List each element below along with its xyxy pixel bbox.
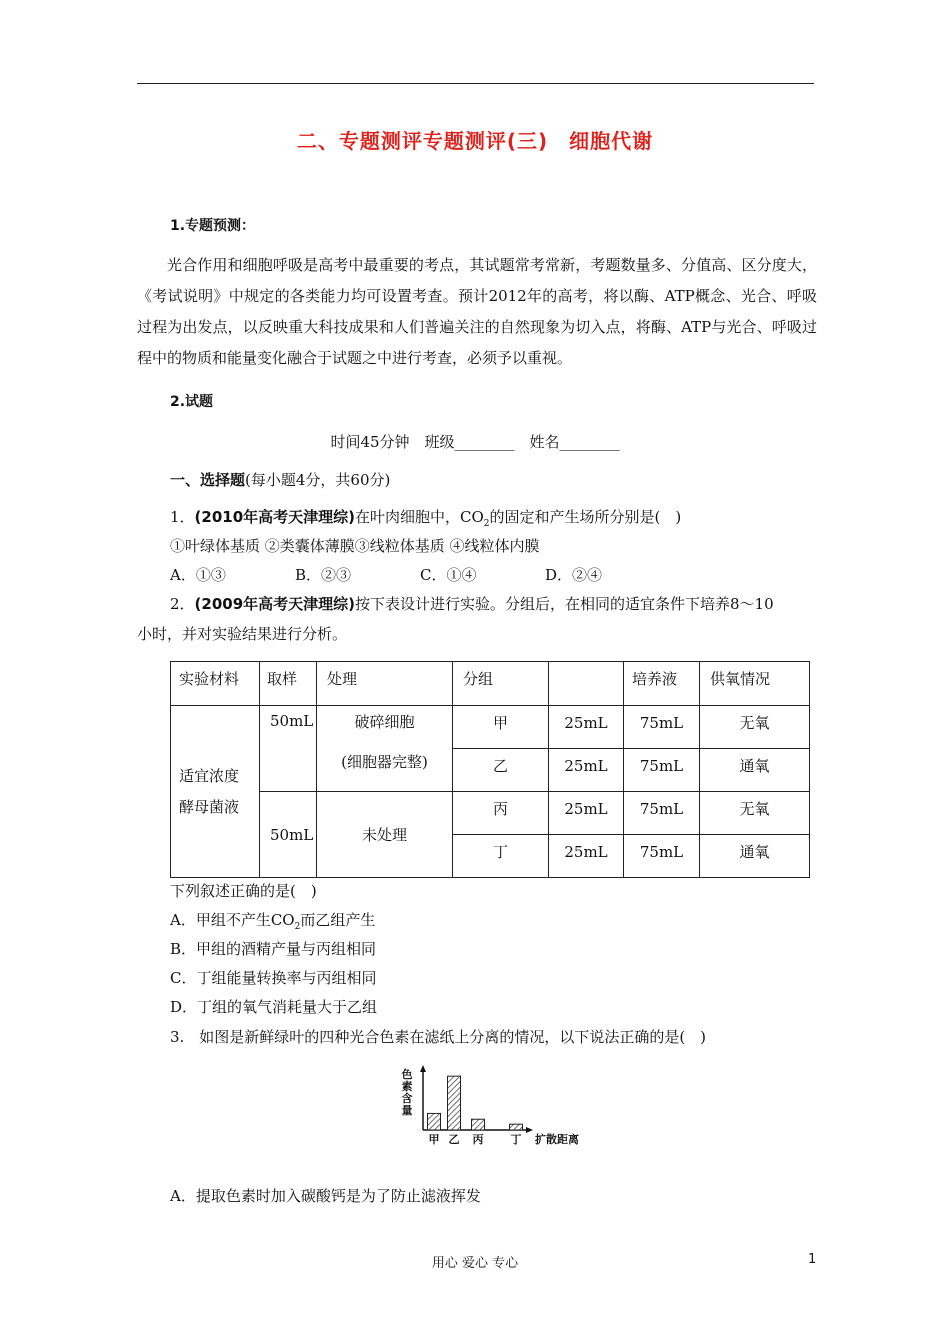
section1-paragraph: 光合作用和细胞呼吸是高考中最重要的考点，其试题常考常新，考题数量多、分值高、区分度大，《考试说明》中规定的各类能力均可设置考查。预计2012年的高考，将以酶、ATP概念、光合、呼吸过程为出发点，以反映重大科技成果和人们普遍关注的自然现象为切入点，将酶、ATP与光合、呼吸过程中的物质和能量变化融合于试题之中进行考查，必须予以重视。 — [137, 256, 817, 367]
q2-stem-line2: 小时，并对实验结果进行分析。 — [137, 625, 348, 643]
chart-bar-乙 — [448, 1076, 461, 1130]
table-header-cell: 实验材料 — [171, 662, 260, 706]
q2-option-a-subscript: 2 — [294, 922, 301, 932]
material-line2: 酵母菌液 — [179, 797, 240, 816]
q1-items: ①叶绿体基质 ②类囊体薄膜③线粒体基质 ④线粒体内膜 — [170, 537, 540, 555]
q1-option-b[interactable]: B．②③ — [295, 566, 352, 584]
exam-info: 时间45分钟 班级________ 姓名________ — [330, 433, 620, 451]
medium-cell: 75mL — [624, 792, 700, 835]
q1-subscript: 2 — [483, 519, 490, 529]
treatment1-line1: 破碎细胞 — [354, 713, 415, 731]
material-line1: 适宜浓度 — [179, 766, 240, 785]
page-number: 1 — [808, 1252, 817, 1267]
oxygen-cell: 无氧 — [700, 792, 810, 835]
medium-cell: 75mL — [624, 749, 700, 792]
treatment-cell: 未处理 — [317, 792, 453, 878]
chart-x-arrow — [526, 1127, 533, 1133]
table-row — [171, 706, 810, 749]
table-row — [171, 792, 810, 835]
oxygen-cell: 通氧 — [700, 835, 810, 878]
chart-ylabel — [402, 1067, 413, 1117]
q2-stem — [170, 593, 774, 614]
section1-heading: 1.专题预测： — [170, 218, 256, 234]
q2-option-a[interactable] — [170, 909, 375, 932]
q2-source: (2009年高考天津理综) — [194, 595, 356, 613]
page-title: 二、专题测评专题测评(三) 细胞代谢 — [296, 129, 654, 153]
part1-heading: 一、选择题 — [170, 471, 246, 489]
volume-cell: 25mL — [549, 792, 624, 835]
material-cell — [171, 706, 260, 878]
pigment-chart — [398, 1064, 588, 1150]
group-cell: 甲 — [453, 706, 549, 749]
medium-cell: 75mL — [624, 835, 700, 878]
q2-option-c[interactable]: C．丁组能量转换率与丙组相同 — [170, 969, 377, 987]
table-header-cell: 供氧情况 — [700, 662, 810, 706]
q2-option-a-tail: 而乙组产生 — [300, 911, 376, 929]
q3-stem: 3. 如图是新鲜绿叶的四种光合色素在滤纸上分离的情况，以下说法正确的是( ) — [170, 1028, 707, 1046]
q1-number: 1． — [170, 508, 195, 526]
table-header-cell: 处理 — [317, 662, 453, 706]
chart-ylabel-char: 素 — [401, 1080, 413, 1093]
table-header-cell: 取样 — [260, 662, 317, 706]
volume-cell: 25mL — [549, 706, 624, 749]
chart-ylabel-char: 量 — [401, 1104, 413, 1117]
volume-cell: 25mL — [549, 749, 624, 792]
oxygen-cell: 无氧 — [700, 706, 810, 749]
chart-bar-甲 — [428, 1113, 441, 1130]
chart-bar-丙 — [472, 1119, 485, 1130]
q2-option-b[interactable]: B．甲组的酒精产量与丙组相同 — [170, 940, 377, 958]
q1-option-d[interactable]: D．②④ — [545, 566, 603, 584]
q3-option-a[interactable]: A．提取色素时加入碳酸钙是为了防止滤液挥发 — [170, 1187, 481, 1205]
group-cell: 丙 — [453, 792, 549, 835]
group-cell: 乙 — [453, 749, 549, 792]
table-header-cell: 分组 — [453, 662, 549, 706]
table-header-row — [171, 662, 810, 706]
chart-tick-label: 丁 — [510, 1133, 522, 1146]
q1-option-a[interactable]: A．①③ — [170, 566, 226, 584]
q1-options — [170, 564, 670, 585]
q2-stem-line1: 按下表设计进行实验。分组后，在相同的适宜条件下培养8～10 — [355, 595, 774, 613]
q1-stem-a: 在叶肉细胞中，CO — [355, 508, 484, 526]
treatment-cell — [317, 706, 453, 792]
q1-stem — [170, 506, 681, 529]
q2-option-d[interactable]: D．丁组的氧气消耗量大于乙组 — [170, 998, 378, 1016]
header-rule — [137, 83, 814, 84]
q1-option-c[interactable]: C．①④ — [420, 566, 477, 584]
footer-text: 用心 爱心 专心 — [431, 1256, 519, 1271]
chart-tick-label: 甲 — [428, 1133, 440, 1146]
chart-ylabel-char: 色 — [401, 1068, 413, 1081]
table-header-cell — [549, 662, 624, 706]
treatment1-line2: (细胞器完整) — [341, 753, 428, 771]
sample-cell: 50mL — [260, 792, 317, 878]
chart-tick-label: 乙 — [448, 1133, 460, 1146]
experiment-table — [170, 661, 810, 878]
chart-y-arrow — [420, 1065, 426, 1072]
q1-stem-b: 的固定和产生场所分别是( ) — [489, 508, 682, 526]
q1-source: (2010年高考天津理综) — [194, 508, 356, 526]
q2-ask: 下列叙述正确的是( ) — [170, 882, 317, 900]
part1-note: (每小题4分，共60分) — [245, 471, 391, 489]
volume-cell: 25mL — [549, 835, 624, 878]
chart-bar-丁 — [510, 1124, 523, 1130]
table-header-cell: 培养液 — [624, 662, 700, 706]
part1-heading-line — [170, 469, 390, 490]
chart-ylabel-char: 含 — [401, 1092, 413, 1105]
oxygen-cell: 通氧 — [700, 749, 810, 792]
chart-xlabel: 扩散距离 — [535, 1133, 579, 1146]
group-cell: 丁 — [453, 835, 549, 878]
chart-tick-label: 丙 — [472, 1133, 484, 1146]
q2-number: 2． — [170, 595, 195, 613]
sample-cell: 50mL — [260, 706, 317, 792]
q2-option-a-text: A．甲组不产生CO — [170, 911, 295, 929]
medium-cell: 75mL — [624, 706, 700, 749]
section2-heading: 2.试题 — [170, 394, 214, 410]
